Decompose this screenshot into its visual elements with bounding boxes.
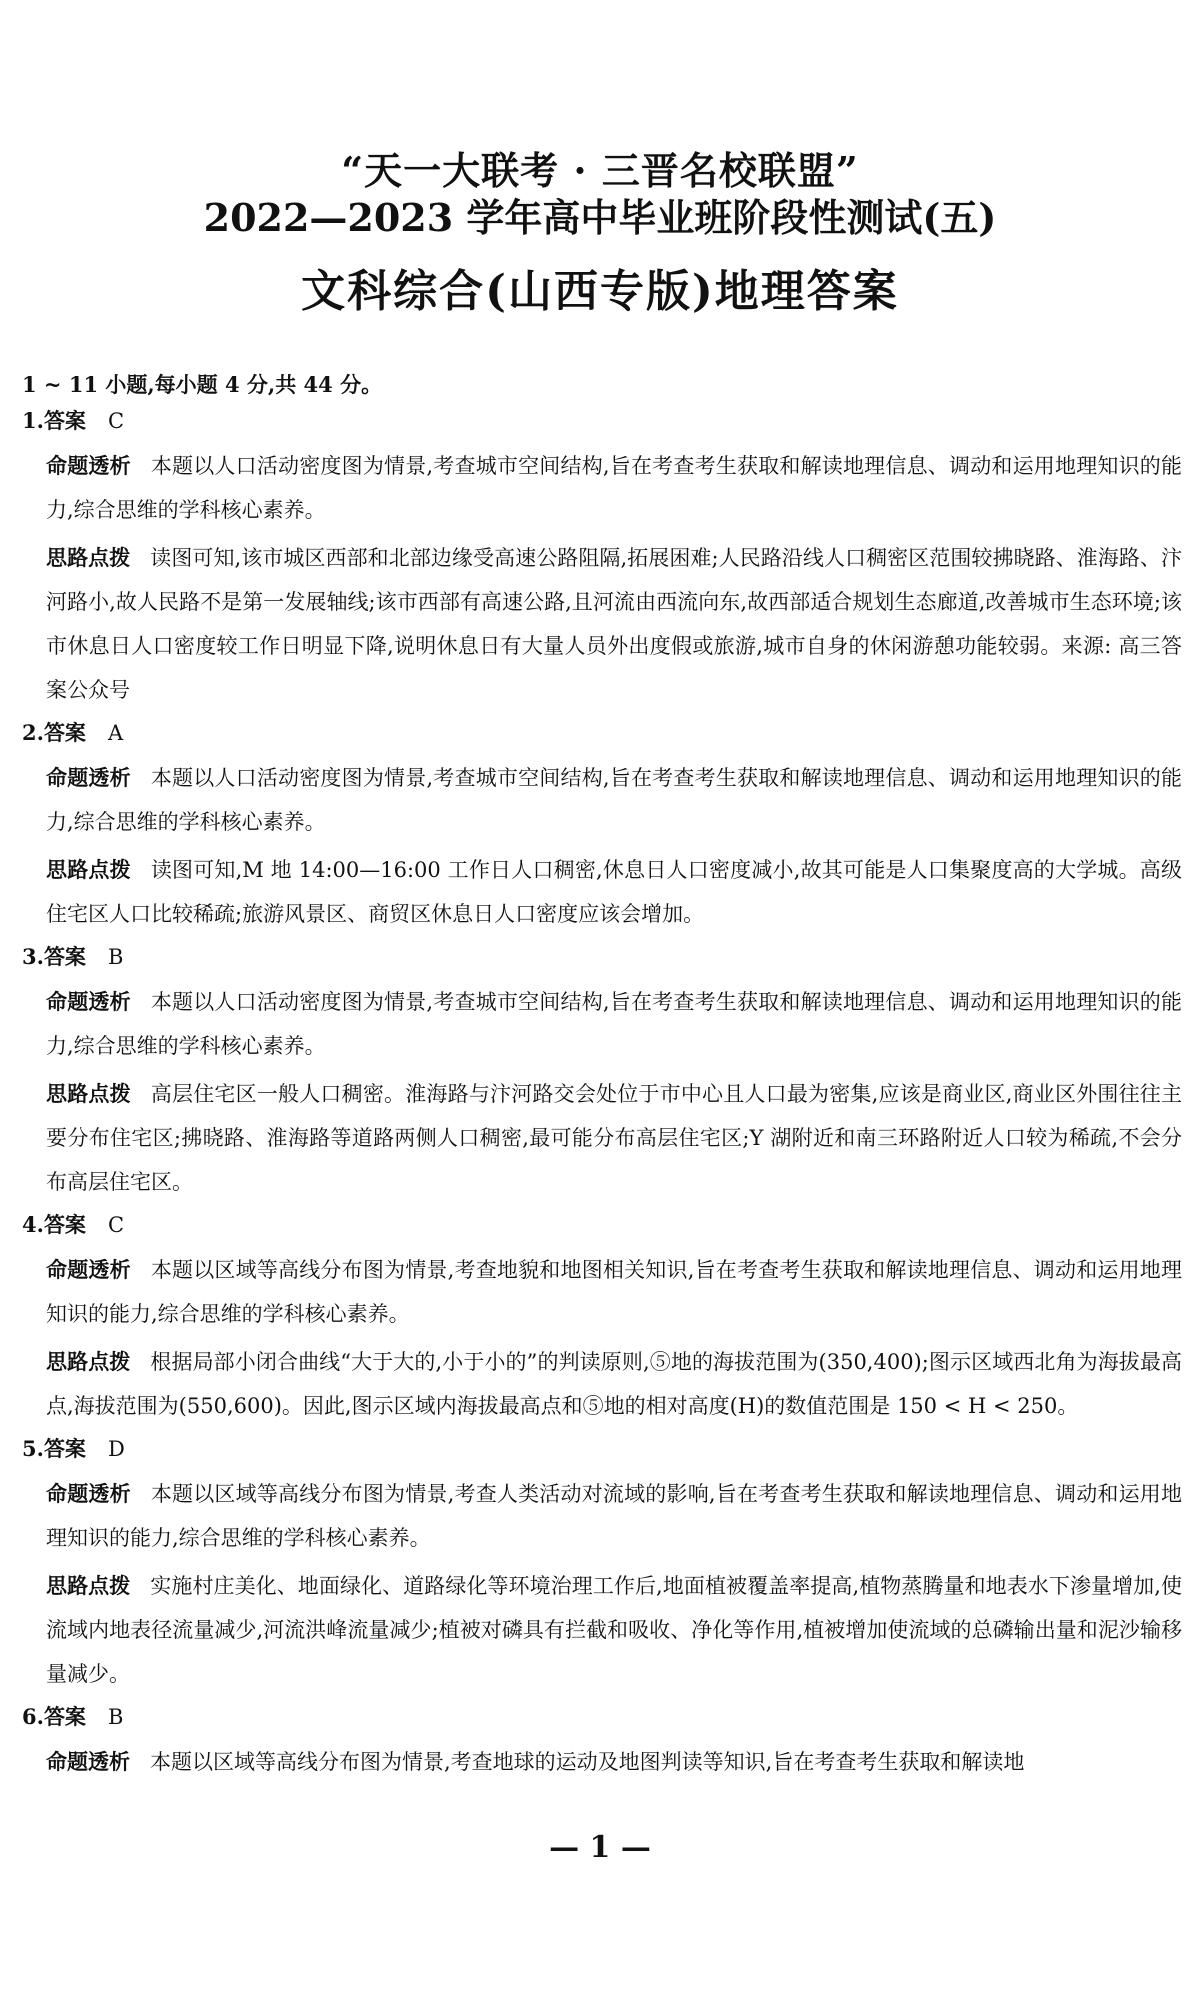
hint-paragraph: [22, 1564, 1182, 1696]
answer-label: 答案: [43, 1704, 86, 1729]
hint-label: 思路点拨: [46, 546, 131, 570]
question-6: [22, 1700, 1182, 1784]
answer-value: C: [107, 1213, 125, 1237]
answer-label: 答案: [43, 720, 86, 745]
hint-text: 根据局部小闭合曲线“大于大的,小于小的”的判读原则,⑤地的海拔范围为(350,400);图示区域西北角为海拔最高点,海拔范围为(550,600)。因此,图示区域内海拔最高点和⑤地的相对高度(H)的数值范围是 150 < H < 250。: [46, 1350, 1182, 1418]
hint-paragraph: [22, 1072, 1182, 1204]
analysis-label: 命题透析: [46, 454, 131, 478]
answer-line: [22, 1208, 1182, 1242]
question-1: [22, 404, 1182, 712]
question-3: [22, 940, 1182, 1204]
header-line2: 2022—2023 学年高中毕业班阶段性测试(五): [203, 195, 997, 240]
analysis-label: 命题透析: [46, 766, 131, 790]
hint-text: 高层住宅区一般人口稠密。淮海路与汴河路交会处位于市中心且人口最为密集,应该是商业区,商业区外围往往主要分布住宅区;拂晓路、淮海路等道路两侧人口稠密,最可能分布高层住宅区;Y 湖附近和南三环路附近人口较为稀疏,不会分布高层住宅区。: [46, 1082, 1182, 1194]
analysis-paragraph: [22, 1248, 1182, 1336]
answer-label: 答案: [43, 1436, 86, 1461]
header-line1: “天一大联考 · 三晋名校联盟”: [341, 148, 859, 193]
question-number: 6.: [22, 1704, 44, 1729]
page-number: — 1 —: [549, 1830, 651, 1865]
question-4: [22, 1208, 1182, 1428]
hint-paragraph: [22, 536, 1182, 712]
analysis-text: 本题以人口活动密度图为情景,考查城市空间结构,旨在考查考生获取和解读地理信息、调动和运用地理知识的能力,综合思维的学科核心素养。: [46, 454, 1182, 522]
document-header: [0, 0, 1200, 320]
answer-value: C: [107, 409, 125, 433]
hint-paragraph: [22, 1340, 1182, 1428]
analysis-label: 命题透析: [46, 1258, 131, 1282]
analysis-text: 本题以人口活动密度图为情景,考查城市空间结构,旨在考查考生获取和解读地理信息、调动和运用地理知识的能力,综合思维的学科核心素养。: [46, 766, 1182, 834]
question-5: [22, 1432, 1182, 1696]
hint-label: 思路点拨: [46, 1574, 131, 1598]
answer-line: [22, 940, 1182, 974]
answer-line: [22, 404, 1182, 438]
question-number: 3.: [22, 944, 44, 969]
answer-label: 答案: [43, 944, 86, 969]
question-number: 4.: [22, 1212, 44, 1237]
analysis-paragraph: [22, 756, 1182, 844]
question-number: 1.: [22, 408, 44, 433]
answer-value: A: [107, 721, 124, 745]
hint-label: 思路点拨: [46, 1350, 131, 1374]
answer-value: B: [107, 1705, 124, 1729]
question-number: 2.: [22, 720, 44, 745]
analysis-text: 本题以人口活动密度图为情景,考查城市空间结构,旨在考查考生获取和解读地理信息、调动和运用地理知识的能力,综合思维的学科核心素养。: [46, 990, 1182, 1058]
section-intro: 1 ~ 11 小题,每小题 4 分,共 44 分。: [22, 372, 383, 397]
question-number: 5.: [22, 1436, 44, 1461]
analysis-paragraph: [22, 1472, 1182, 1560]
analysis-label: 命题透析: [46, 1482, 131, 1506]
document-title: 文科综合(山西专版)地理答案: [301, 266, 899, 317]
hint-text: 读图可知,M 地 14:00—16:00 工作日人口稠密,休息日人口密度减小,故其可能是人口集聚度高的大学城。高级住宅区人口比较稀疏;旅游风景区、商贸区休息日人口密度应该会增加。: [46, 858, 1183, 926]
analysis-text: 本题以区域等高线分布图为情景,考查地貌和地图相关知识,旨在考查考生获取和解读地理信息、调动和运用地理知识的能力,综合思维的学科核心素养。: [46, 1258, 1182, 1326]
analysis-label: 命题透析: [46, 1750, 130, 1774]
analysis-text: 本题以区域等高线分布图为情景,考查地球的运动及地图判读等知识,旨在考查考生获取和解读地: [150, 1750, 1025, 1774]
hint-text: 读图可知,该市城区西部和北部边缘受高速公路阻隔,拓展困难;人民路沿线人口稠密区范围较拂晓路、淮海路、汴河路小,故人民路不是第一发展轴线;该市西部有高速公路,且河流由西流向东,故西部适合规划生态廊道,改善城市生态环境;该市休息日人口密度较工作日明显下降,说明休息日有大量人员外出度假或旅游,城市自身的休闲游憩功能较弱。来源: 高三答案公众号: [46, 546, 1183, 702]
analysis-text: 本题以区域等高线分布图为情景,考查人类活动对流域的影响,旨在考查考生获取和解读地理信息、调动和运用地理知识的能力,综合思维的学科核心素养。: [46, 1482, 1182, 1550]
answer-label: 答案: [43, 408, 86, 433]
hint-text: 实施村庄美化、地面绿化、道路绿化等环境治理工作后,地面植被覆盖率提高,植物蒸腾量和地表水下渗量增加,使流域内地表径流量减少,河流洪峰流量减少;植被对磷具有拦截和吸收、净化等作用,植被增加使流域的总磷输出量和泥沙输移量减少。: [46, 1574, 1182, 1686]
answer-content: [22, 368, 1182, 1788]
analysis-label: 命题透析: [46, 990, 131, 1014]
answer-line: [22, 716, 1182, 750]
hint-label: 思路点拨: [46, 1082, 131, 1106]
analysis-paragraph: [22, 444, 1182, 532]
answer-value: B: [107, 945, 124, 969]
question-2: [22, 716, 1182, 936]
answer-line: [22, 1432, 1182, 1466]
hint-label: 思路点拨: [46, 858, 131, 882]
answer-value: D: [107, 1437, 125, 1461]
analysis-paragraph: [22, 980, 1182, 1068]
answer-line: [22, 1700, 1182, 1734]
hint-paragraph: [22, 848, 1182, 936]
answer-label: 答案: [43, 1212, 86, 1237]
analysis-paragraph: [22, 1740, 1182, 1784]
